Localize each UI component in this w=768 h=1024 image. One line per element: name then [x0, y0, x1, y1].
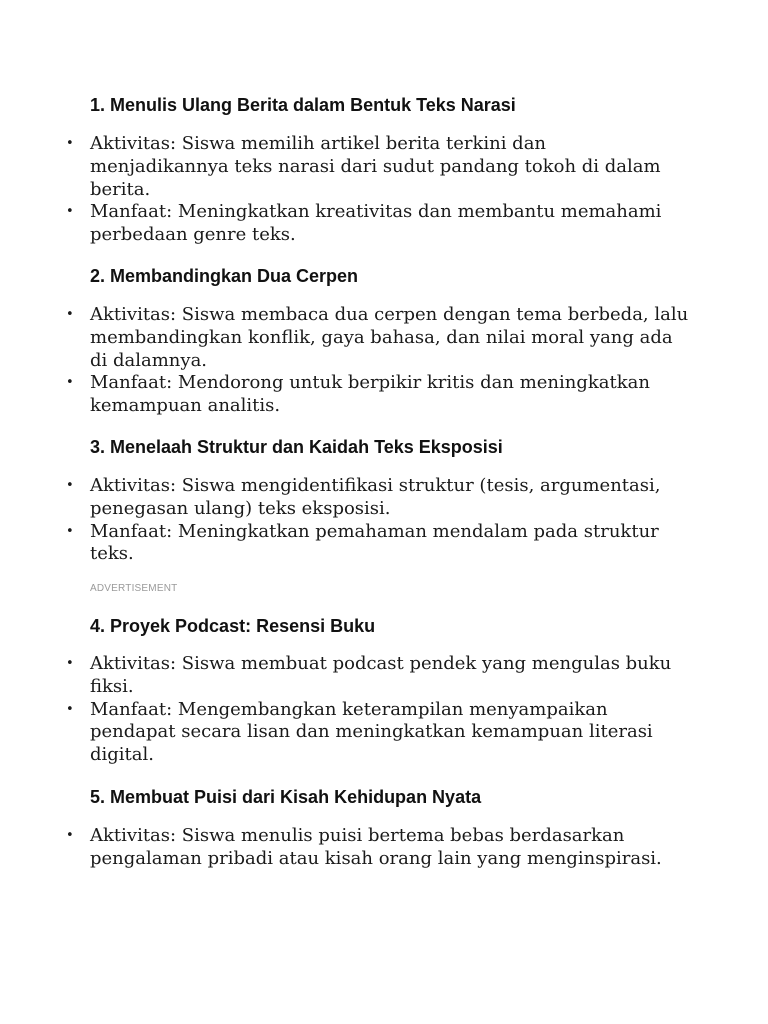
bullet-icon: • — [66, 701, 74, 717]
advertisement-label: ADVERTISEMENT — [90, 583, 178, 594]
list-item — [0, 699, 690, 767]
bullet-icon: • — [66, 523, 74, 539]
bullet-icon: • — [66, 656, 74, 671]
bullet-icon: • — [66, 204, 74, 220]
list-item — [0, 372, 690, 418]
section-heading: 3. Menelaah Struktur dan Kaidah Teks Eksposisi — [90, 437, 503, 457]
list-item — [0, 653, 690, 699]
bullet-text: Manfaat: Mengembangkan keterampilan menyampaikan pendapat secara lisan dan meningkatkan kemampuan literasi digital. — [90, 698, 653, 766]
bullet-text: Aktivitas: Siswa membuat podcast pendek yang mengulas buku fiksi. — [90, 653, 672, 697]
list-item — [0, 475, 690, 521]
bullet-text: Aktivitas: Siswa memilih artikel berita terkini dan menjadikannya teks narasi dari sudut pandang tokoh di dalam berita. — [90, 133, 661, 200]
list-item — [0, 521, 690, 567]
bullet-text: Manfaat: Meningkatkan pemahaman mendalam pada struktur teks. — [90, 520, 659, 565]
section-heading: 2. Membandingkan Dua Cerpen — [90, 266, 359, 286]
bullet-list — [0, 475, 768, 566]
bullet-icon: • — [66, 136, 74, 151]
section-heading: 1. Menulis Ulang Berita dalam Bentuk Teks Narasi — [90, 95, 516, 115]
list-item — [0, 825, 690, 871]
section-heading: 5. Membuat Puisi dari Kisah Kehidupan Nyata — [90, 787, 482, 807]
bullet-text: Aktivitas: Siswa mengidentifikasi struktur (tesis, argumentasi, penegasan ulang) teks eksposisi. — [90, 475, 661, 519]
bullet-list — [0, 304, 768, 418]
list-item — [0, 133, 690, 201]
bullet-text: Aktivitas: Siswa membaca dua cerpen dengan tema berbeda, lalu membandingkan konflik, gaya bahasa, dan nilai moral yang ada di dalamnya. — [90, 304, 689, 371]
section-heading: 4. Proyek Podcast: Resensi Buku — [90, 616, 376, 636]
list-item — [0, 201, 690, 247]
bullet-list — [0, 653, 768, 767]
bullet-text: Aktivitas: Siswa menulis puisi bertema bebas berdasarkan pengalaman pribadi atau kisah orang lain yang menginspirasi. — [90, 825, 662, 869]
bullet-icon: • — [66, 828, 74, 843]
bullet-icon: • — [66, 478, 74, 493]
list-item — [0, 304, 690, 372]
bullet-list — [0, 825, 768, 871]
bullet-text: Manfaat: Meningkatkan kreativitas dan membantu memahami perbedaan genre teks. — [90, 201, 662, 246]
bullet-text: Manfaat: Mendorong untuk berpikir kritis dan meningkatkan kemampuan analitis. — [90, 372, 650, 417]
bullet-list — [0, 133, 768, 247]
bullet-icon: • — [66, 375, 74, 391]
bullet-icon: • — [66, 307, 74, 322]
